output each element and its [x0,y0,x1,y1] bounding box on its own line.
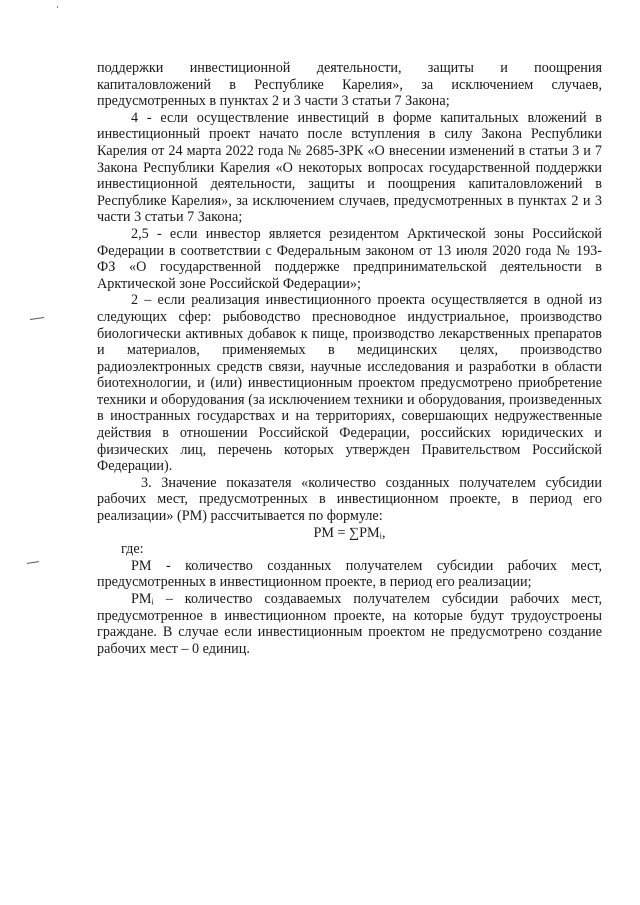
paragraph: 2 – если реализация инвестиционного проекта осуществляется в одной из следующих сфер: рыбоводство пресноводное индустриальное, производство биологически активных добавок к пище, производство лекарственных препаратов и материалов, применяемых в медицинских целях, производство радиоэлектронных средств связи, научные исследования и разработки в области биотехнологии, и (или) инвестиционным проектом предусмотрено приобретение техники и оборудования (за исключением техники и оборудования, произведенных в иностранных государствах и на территориях, совершающих недружественные действия в отношении Российской Федерации, российских юридических и физических лиц, перечень которых утвержден Правительством Российской Федерации). [97,292,602,475]
paragraph: РМ - количество созданных получателем субсидии рабочих мест, предусмотренных в инвестиционном проекте, в период его реализации; [97,557,602,591]
paragraph: 4 - если осуществление инвестиций в форме капитальных вложений в инвестиционный проект начато после вступления в силу Закона Республики Карелия от 24 марта 2022 года № 2685-ЗРК «О внесении изменений в статьи 3 и 7 Закона Республики Карелия «О некоторых вопросах государственной поддержки инвестиционной деятельности, защиты и поощрения капиталовложений в Республике Карелия», за исключением случаев, предусмотренных в пунктах 2 и 3 части 3 статьи 7 Закона; [97,109,602,226]
paragraph: 3. Значение показателя «количество созданных получателем субсидии рабочих мест, предусмотренных в инвестиционном проекте, в период его реализации» (РМ) рассчитывается по формуле: [97,474,602,525]
margin-mark [30,317,44,320]
formula: РМ = ∑РМᵢ, [313,524,386,541]
document-body [97,60,602,657]
scan-speck [57,6,58,8]
paragraph: 2,5 - если инвестор является резидентом Арктической зоны Российской Федерации в соответствии с Федеральным законом от 13 июля 2020 года № 193-ФЗ «О государственной поддержке предпринимательской деятельности в Арктической зоне Российской Федерации»; [97,225,602,292]
margin-mark [27,561,39,564]
paragraph: РМᵢ – количество создаваемых получателем субсидии рабочих мест, предусмотренное в инвестиционном проекте, на которые будут трудоустроены граждане. В случае если инвестиционным проектом не предусмотрено создание рабочих мест – 0 единиц. [97,591,602,657]
paragraph: где: [121,541,144,558]
paragraph: поддержки инвестиционной деятельности, защиты и поощрения капиталовложений в Республике Карелия», за исключением случаев, предусмотренных в пунктах 2 и 3 части 3 статьи 7 Закона; [97,60,602,110]
